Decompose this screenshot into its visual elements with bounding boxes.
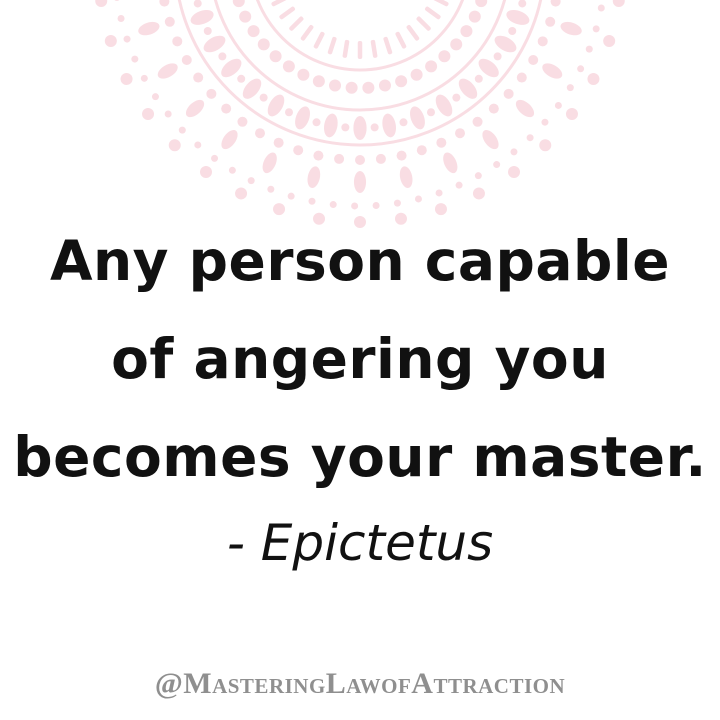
mandala-shape bbox=[258, 38, 270, 50]
mandala-shape bbox=[436, 189, 443, 196]
mandala-shape bbox=[237, 75, 245, 83]
mandala-shape bbox=[416, 16, 432, 32]
mandala-shape bbox=[381, 112, 398, 138]
mandala-decoration bbox=[0, 0, 720, 240]
mandala-shape bbox=[415, 195, 422, 202]
mandala-shape bbox=[395, 75, 407, 87]
mandala-shape bbox=[292, 104, 313, 131]
mandala-shape bbox=[142, 108, 154, 120]
mandala-shape bbox=[121, 73, 133, 85]
mandala-shape bbox=[411, 69, 423, 81]
mandala-shape bbox=[306, 165, 322, 189]
mandala-shape bbox=[383, 36, 393, 55]
mandala-shape bbox=[141, 75, 148, 82]
mandala-shape bbox=[235, 187, 247, 199]
mandala-shape bbox=[113, 0, 120, 1]
mandala-shape bbox=[124, 36, 131, 43]
mandala-shape bbox=[169, 139, 181, 151]
mandala-shape bbox=[248, 177, 255, 184]
mandala-shape bbox=[159, 0, 169, 7]
mandala-shape bbox=[567, 84, 574, 91]
mandala-shape bbox=[270, 50, 282, 62]
mandala-shape bbox=[431, 0, 449, 7]
mandala-shape bbox=[351, 202, 358, 209]
mandala-shape bbox=[510, 148, 517, 155]
mandala-shape bbox=[288, 16, 304, 32]
mandala-shape bbox=[376, 154, 386, 164]
mandala-shape bbox=[370, 40, 377, 58]
mandala-shape bbox=[407, 104, 428, 131]
mandala-shape bbox=[566, 108, 578, 120]
mandala-shape bbox=[362, 82, 374, 94]
mandala-shape bbox=[165, 17, 175, 27]
mandala-shape bbox=[406, 24, 420, 41]
mandala-shape bbox=[473, 187, 485, 199]
mandala-shape bbox=[194, 0, 202, 7]
mandala-shape bbox=[517, 73, 527, 83]
mandala-shape bbox=[260, 150, 280, 175]
mandala-shape bbox=[508, 27, 516, 35]
mandala-icon bbox=[0, 0, 720, 240]
mandala-shape bbox=[432, 92, 455, 119]
mandala-shape bbox=[248, 25, 260, 37]
mandala-shape bbox=[118, 15, 125, 22]
mandala-shape bbox=[504, 89, 514, 99]
mandala-shape bbox=[229, 167, 236, 174]
mandala-shape bbox=[603, 35, 615, 47]
mandala-shape bbox=[417, 145, 427, 155]
mandala-shape bbox=[211, 155, 218, 162]
mandala-shape bbox=[293, 145, 303, 155]
mandala-shape bbox=[586, 46, 593, 53]
mandala-shape bbox=[165, 110, 172, 117]
mandala-shape bbox=[313, 118, 321, 126]
mandala-shape bbox=[397, 151, 407, 161]
mandala-shape bbox=[475, 0, 487, 7]
mandala-shape bbox=[250, 0, 470, 70]
mandala-shape bbox=[438, 50, 450, 62]
mandala-shape bbox=[172, 36, 182, 46]
quote-line-3: becomes your master. bbox=[13, 425, 707, 489]
quote-line-1: Any person capable bbox=[49, 229, 671, 293]
mandala-shape bbox=[329, 80, 341, 92]
mandala-shape bbox=[555, 102, 562, 109]
mandala-shape bbox=[598, 4, 605, 11]
mandala-shape bbox=[539, 139, 551, 151]
mandala-shape bbox=[436, 138, 446, 148]
mandala-shape bbox=[456, 182, 463, 189]
mandala-shape bbox=[455, 128, 465, 138]
mandala-shape bbox=[233, 0, 245, 7]
mandala-shape bbox=[493, 161, 500, 168]
mandala-shape bbox=[613, 0, 625, 7]
mandala-shape bbox=[285, 108, 293, 116]
mandala-shape bbox=[489, 104, 499, 114]
mandala-shape bbox=[204, 27, 212, 35]
mandala-shape bbox=[194, 141, 201, 148]
mandala-shape bbox=[221, 104, 231, 114]
mandala-shape bbox=[313, 75, 325, 87]
mandala-shape bbox=[473, 117, 483, 127]
mandala-shape bbox=[559, 19, 584, 37]
quote-author: - Epictetus bbox=[226, 514, 494, 572]
mandala-shape bbox=[354, 171, 366, 193]
mandala-shape bbox=[469, 11, 481, 23]
mandala-shape bbox=[358, 41, 363, 59]
mandala-shape bbox=[427, 108, 435, 116]
mandala-shape bbox=[255, 128, 265, 138]
mandala-shape bbox=[450, 38, 462, 50]
mandala-shape bbox=[424, 6, 441, 20]
mandala-shape bbox=[452, 94, 460, 102]
mandala-shape bbox=[460, 25, 472, 37]
mandala-shape bbox=[342, 40, 349, 58]
mandala-shape bbox=[508, 166, 520, 178]
mandala-shape bbox=[475, 172, 482, 179]
mandala-shape bbox=[297, 69, 309, 81]
social-handle: @MasteringLawofAttraction bbox=[154, 667, 566, 700]
mandala-shape bbox=[504, 7, 531, 28]
mandala-shape bbox=[218, 127, 241, 152]
quote-text bbox=[0, 212, 720, 506]
mandala-shape bbox=[334, 154, 344, 164]
mandala-shape bbox=[131, 56, 138, 63]
mandala-shape bbox=[271, 0, 289, 7]
mandala-shape bbox=[425, 60, 437, 72]
mandala-shape bbox=[371, 123, 379, 131]
mandala-shape bbox=[264, 92, 287, 119]
mandala-shape bbox=[399, 118, 407, 126]
mandala-shape bbox=[330, 201, 337, 208]
mandala-shape bbox=[341, 123, 349, 131]
mandala-shape bbox=[513, 97, 537, 121]
mandala-shape bbox=[541, 119, 548, 126]
mandala-shape bbox=[373, 202, 380, 209]
mandala-shape bbox=[518, 0, 526, 7]
mandala-shape bbox=[587, 73, 599, 85]
mandala-shape bbox=[152, 93, 159, 100]
mandala-shape bbox=[593, 25, 600, 32]
mandala-shape bbox=[201, 32, 228, 55]
mandala-shape bbox=[193, 73, 203, 83]
mandala-shape bbox=[279, 6, 296, 20]
mandala-shape bbox=[182, 55, 192, 65]
mandala-shape bbox=[528, 55, 538, 65]
mandala-shape bbox=[218, 52, 226, 60]
mandala-shape bbox=[313, 151, 323, 161]
mandala-shape bbox=[183, 97, 207, 121]
mandala-shape bbox=[492, 32, 519, 55]
mandala-shape bbox=[538, 36, 548, 46]
mandala-shape bbox=[206, 89, 216, 99]
mandala-shape bbox=[379, 80, 391, 92]
mandala-shape bbox=[137, 19, 162, 37]
mandala-shape bbox=[540, 60, 565, 81]
mandala-shape bbox=[155, 60, 180, 81]
mandala-shape bbox=[346, 82, 358, 94]
mandala-shape bbox=[260, 94, 268, 102]
mandala-shape bbox=[313, 31, 325, 49]
mandala-shape bbox=[394, 200, 401, 207]
mandala-shape bbox=[475, 75, 483, 83]
mandala-shape bbox=[577, 65, 584, 72]
mandala-shape bbox=[327, 36, 337, 55]
mandala-shape bbox=[300, 24, 314, 41]
mandala-shape bbox=[309, 198, 316, 205]
mandala-shape bbox=[274, 138, 284, 148]
mandala-shape bbox=[355, 155, 365, 165]
mandala-shape bbox=[440, 150, 460, 175]
mandala-shape bbox=[95, 0, 107, 7]
mandala-shape bbox=[283, 60, 295, 72]
mandala-shape bbox=[395, 31, 407, 49]
mandala-shape bbox=[189, 7, 216, 28]
mandala-shape bbox=[527, 134, 534, 141]
mandala-shape bbox=[353, 116, 366, 140]
mandala-shape bbox=[179, 127, 186, 134]
mandala-shape bbox=[494, 52, 502, 60]
mandala-shape bbox=[105, 35, 117, 47]
mandala-shape bbox=[267, 186, 274, 193]
mandala-shape bbox=[288, 193, 295, 200]
mandala-shape bbox=[239, 11, 251, 23]
mandala-shape bbox=[545, 17, 555, 27]
mandala-shape bbox=[200, 166, 212, 178]
quote-line-2: of angering you bbox=[111, 327, 609, 391]
mandala-shape bbox=[479, 127, 502, 152]
mandala-shape bbox=[237, 117, 247, 127]
mandala-shape bbox=[551, 0, 561, 7]
mandala-shape bbox=[398, 165, 414, 189]
mandala-shape bbox=[322, 112, 339, 138]
